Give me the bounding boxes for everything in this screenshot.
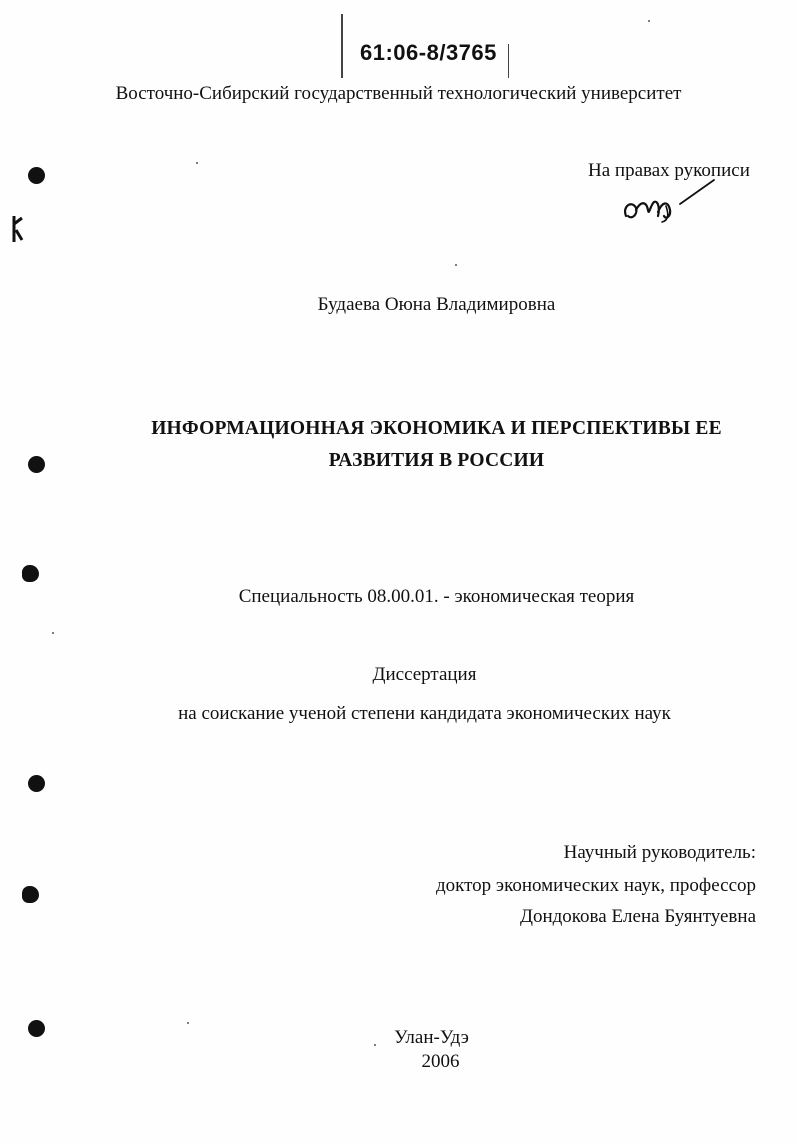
archive-code-left-line <box>341 14 343 78</box>
binding-hole <box>22 886 39 903</box>
supervisor-name: Дондокова Елена Буянтуевна <box>519 906 756 927</box>
supervisor-rank: доктор экономических наук, профессор <box>435 875 756 896</box>
city: Улан-Удэ <box>394 1027 469 1048</box>
degree-statement: на соискание ученой степени кандидата экономических наук <box>178 703 671 724</box>
scan-speck <box>374 1044 376 1046</box>
binding-hole <box>28 1020 45 1037</box>
scan-speck <box>648 20 650 22</box>
binding-hole <box>22 565 39 582</box>
handwritten-signature <box>618 176 718 236</box>
archive-code: 61:06-8/3765 <box>360 40 497 65</box>
scan-speck <box>52 632 54 634</box>
binding-hole <box>28 775 45 792</box>
manuscript-rights-label: На правах рукописи <box>588 160 750 181</box>
scan-speck <box>187 1022 189 1024</box>
scan-speck <box>455 264 457 266</box>
dissertation-title-line-2: РАЗВИТИЯ В РОССИИ <box>328 450 545 471</box>
binding-hole <box>28 167 45 184</box>
dissertation-title-line-1: ИНФОРМАЦИОННАЯ ЭКОНОМИКА И ПЕРСПЕКТИВЫ ЕЕ <box>151 418 722 439</box>
document-type: Диссертация <box>372 664 477 685</box>
scan-edge-mark <box>12 214 26 244</box>
university-name: Восточно-Сибирский государственный технологический университет <box>115 83 682 104</box>
scan-speck <box>196 162 198 164</box>
year: 2006 <box>421 1051 460 1072</box>
supervisor-heading: Научный руководитель: <box>563 842 756 863</box>
author-name: Будаева Оюна Владимировна <box>317 294 556 315</box>
archive-code-right-line <box>508 44 509 78</box>
binding-hole <box>28 456 45 473</box>
specialty: Специальность 08.00.01. - экономическая теория <box>238 586 635 607</box>
